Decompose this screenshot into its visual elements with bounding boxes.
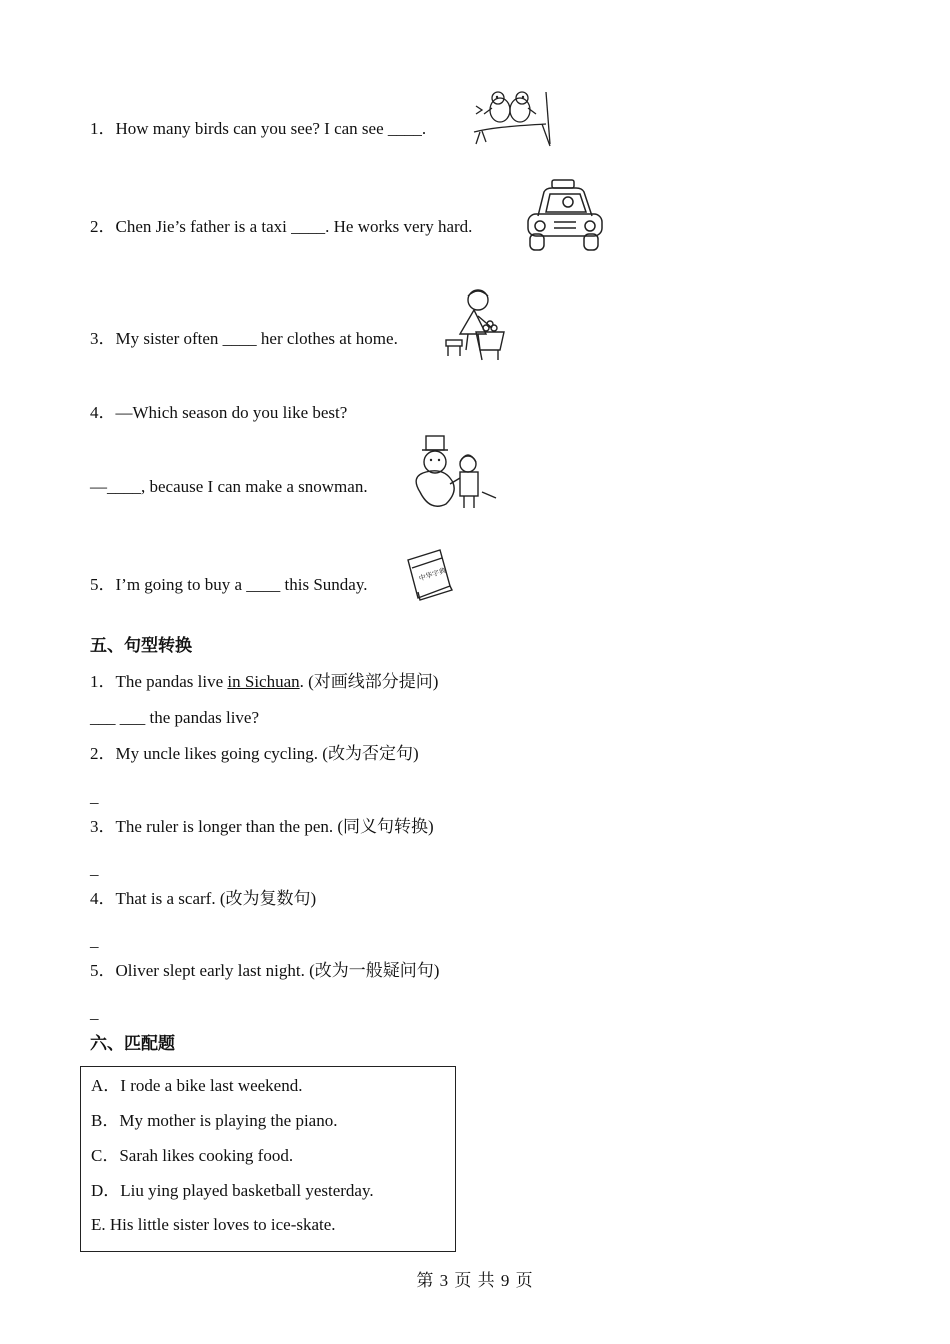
- page-footer: 第 3 页 共 9 页: [416, 1271, 534, 1290]
- question-2: 2．Chen Jie’s father is a taxi ____. He works very hard.: [90, 217, 473, 236]
- question-3: 3．My sister often ____ her clothes at home.: [90, 329, 398, 348]
- transform-question-1: 1．The pandas live in Sichuan. (对画线部分提问): [90, 672, 439, 691]
- matching-options-box: [80, 1066, 456, 1252]
- question-4: 4．—Which season do you like best?: [90, 403, 348, 422]
- transform-answer-4: _: [90, 931, 99, 950]
- transform-question-5: 5．Oliver slept early last night. (改为一般疑问句): [90, 961, 440, 980]
- transform-question-3: 3．The ruler is longer than the pen. (同义句转换): [90, 817, 434, 836]
- section-6-title: 六、匹配题: [90, 1034, 175, 1054]
- match-option-b: B．My mother is playing the piano.: [91, 1111, 338, 1130]
- question-1: 1．How many birds can you see? I can see ____.: [90, 119, 427, 138]
- taxi-icon: [522, 176, 606, 256]
- snowman-icon: [406, 432, 500, 516]
- match-option-c: C．Sarah likes cooking food.: [91, 1146, 294, 1165]
- transform-answer-5: _: [90, 1003, 99, 1022]
- underlined-phrase: in Sichuan: [227, 672, 300, 691]
- transform-answer-1: ___ ___ the pandas live?: [90, 708, 260, 727]
- question-4-answer: —____, because I can make a snowman.: [90, 477, 368, 496]
- match-option-a: A．I rode a bike last weekend.: [91, 1076, 303, 1095]
- question-5: 5．I’m going to buy a ____ this Sunday.: [90, 575, 368, 594]
- section-5-title: 五、句型转换: [90, 636, 192, 656]
- calendar-label: 中华字典: [417, 566, 447, 583]
- birds-on-branch-icon: [470, 88, 554, 150]
- match-option-d: D．Liu ying played basketball yesterday.: [91, 1181, 374, 1200]
- transform-question-2: 2．My uncle likes going cycling. (改为否定句): [90, 744, 419, 763]
- match-option-e: E. His little sister loves to ice-skate.: [91, 1215, 336, 1234]
- transform-answer-2: _: [90, 787, 99, 806]
- girl-washing-clothes-icon: [440, 284, 510, 366]
- transform-question-4: 4．That is a scarf. (改为复数句): [90, 889, 317, 908]
- transform-answer-3: _: [90, 859, 99, 878]
- calendar-icon: [404, 548, 454, 604]
